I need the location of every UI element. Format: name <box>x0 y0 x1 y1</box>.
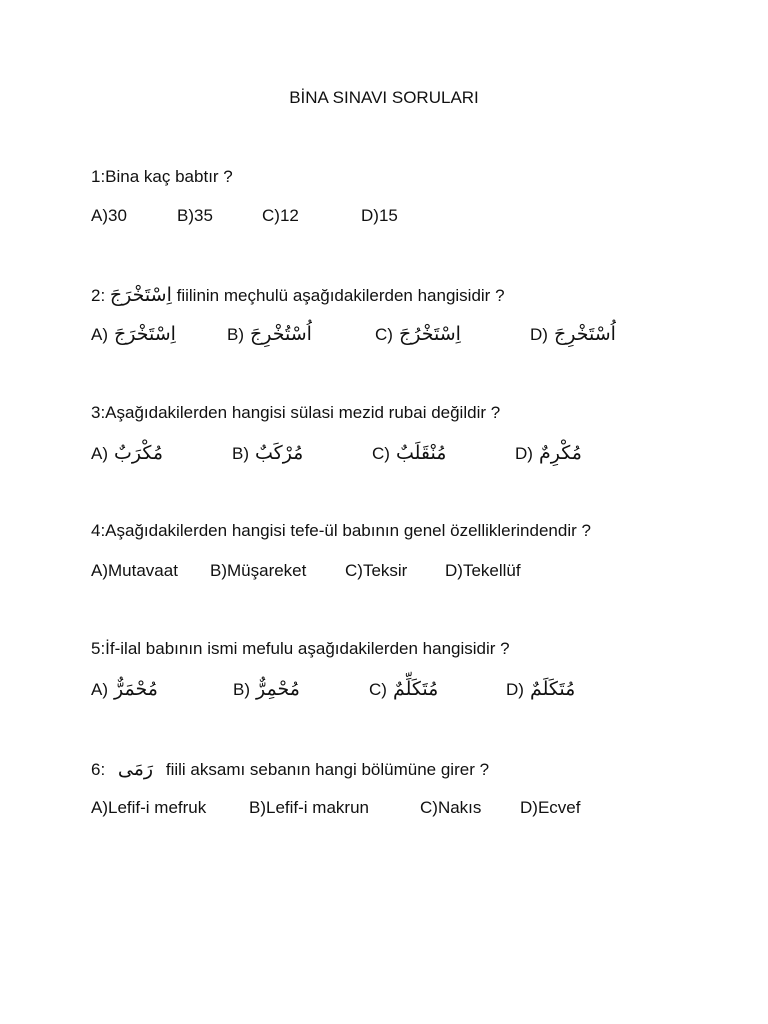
question-4 <box>91 521 591 541</box>
option-label: C) <box>372 444 390 463</box>
option-arabic: مُكْرَبٌ <box>114 442 164 464</box>
option-arabic: مُحْمَرٌّ <box>114 678 158 700</box>
question-number: 2: <box>91 286 106 305</box>
option-b: B)Lefif-i makrun <box>249 798 369 817</box>
question-arabic-word: اِسْتَخْرَجَ <box>109 284 172 306</box>
option-label: B) <box>232 444 249 463</box>
question-5 <box>91 639 510 659</box>
option-b <box>232 442 303 464</box>
option-label: D) <box>506 680 524 699</box>
option-label: D) <box>515 444 533 463</box>
option-arabic: مُتَكَلِّمٌ <box>392 678 439 700</box>
option-d <box>515 442 582 464</box>
option-label: B) <box>227 325 244 344</box>
question-text: 3:Aşağıdakilerden hangisi sülasi mezid rubai değildir ? <box>91 403 501 422</box>
option-label: C) <box>375 325 393 344</box>
option-c <box>375 323 461 345</box>
option-d <box>530 323 616 345</box>
option-d <box>506 678 575 700</box>
question-text: fiili aksamı sebanın hangi bölümüne girer ? <box>165 760 490 779</box>
option-d: D)15 <box>361 206 398 225</box>
option-a <box>91 442 163 464</box>
option-a <box>91 323 176 345</box>
option-b <box>227 323 312 345</box>
option-c <box>372 442 446 464</box>
option-arabic: مُتَكَلَمٌ <box>529 678 576 700</box>
question-6 <box>91 758 489 780</box>
option-arabic: مُرْكَبٌ <box>255 442 304 464</box>
option-arabic: مُنْقَلَبٌ <box>395 442 447 464</box>
option-c: C)Nakıs <box>420 798 482 817</box>
question-text: 4:Aşağıdakilerden hangisi tefe-ül babının genel özelliklerindendir ? <box>91 521 591 540</box>
option-label: D) <box>530 325 548 344</box>
option-arabic: اِسْتَخْرُجَ <box>398 323 461 345</box>
option-label: B) <box>233 680 250 699</box>
option-b <box>233 678 300 700</box>
option-arabic: مُكْرِمٌ <box>538 442 582 464</box>
option-c <box>369 678 438 700</box>
question-arabic-word: رَمَى <box>117 758 154 780</box>
option-arabic: اُسْتَخْرِجَ <box>553 323 616 345</box>
option-c: C)12 <box>262 206 299 225</box>
question-1 <box>91 167 233 187</box>
option-arabic: مُحْمِرٌّ <box>256 678 300 700</box>
page-title: BİNA SINAVI SORULARI <box>289 88 479 107</box>
question-number: 6: <box>91 760 106 779</box>
question-text: 5:İf-ilal babının ismi mefulu aşağıdakilerden hangisidir ? <box>91 639 510 658</box>
option-d: D)Ecvef <box>520 798 581 817</box>
question-3 <box>91 403 500 423</box>
option-a: A)30 <box>91 206 127 225</box>
question-text: fiilinin meçhulü aşağıdakilerden hangisidir ? <box>176 286 505 305</box>
option-a: A)Lefif-i mefruk <box>91 798 207 817</box>
option-a <box>91 678 158 700</box>
option-arabic: اِسْتَخْرَجَ <box>114 323 176 345</box>
option-label: A) <box>91 680 108 699</box>
option-label: A) <box>91 325 108 344</box>
option-label: C) <box>369 680 387 699</box>
option-b: B)Müşareket <box>210 561 307 580</box>
option-a: A)Mutavaat <box>91 561 178 580</box>
option-c: C)Teksir <box>345 561 408 580</box>
option-d: D)Tekellüf <box>445 561 521 580</box>
option-arabic: اُسْتُخْرِجَ <box>250 323 312 345</box>
option-label: A) <box>91 444 108 463</box>
question-text: 1:Bina kaç babtır ? <box>91 167 233 186</box>
question-2 <box>91 284 505 306</box>
option-b: B)35 <box>177 206 213 225</box>
